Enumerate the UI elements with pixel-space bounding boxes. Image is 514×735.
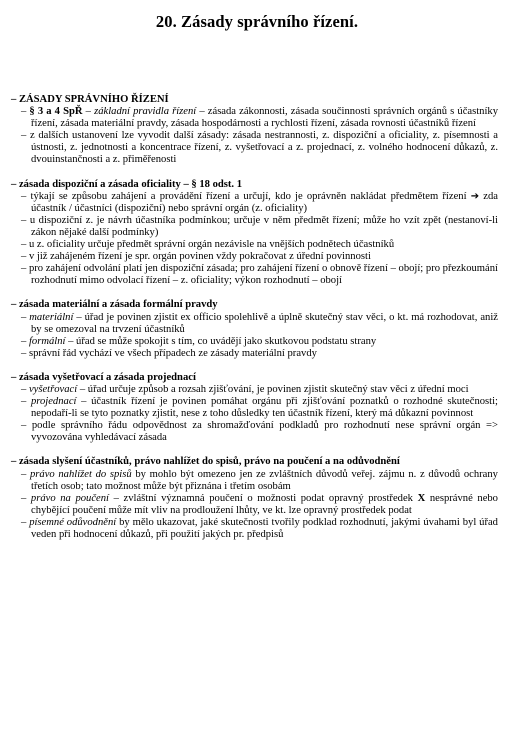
- item-text: u dispoziční z. je návrh účastníka podmínkou; určuje v něm předmět řízení; může ho vzít zpět (nestanoví-li zákon nějaké další podmínky): [29, 214, 498, 238]
- item-dash: –: [21, 492, 31, 504]
- list-item: [11, 106, 498, 130]
- item-dash: –: [21, 335, 29, 347]
- item-text: by mělo ukazovat, jaké skutečnosti tvořily podklad rozhodnutí, jakými úvahami byl úřad veden při hodnocení důkazů, při použití jakých pr. předpisů: [31, 516, 498, 540]
- section-dispozicni-oficiality: [11, 179, 498, 288]
- section-heading: – zásada dispoziční a zásada oficiality – § 18 odst. 1: [11, 178, 243, 190]
- item-text: – zásada zákonnosti, zásada součinnosti správních orgánů s účastníky řízení, zásada materiální pravdy, zásada hospodárnosti a rychlosti řízení, zásada rovnosti účastníků řízení: [31, 106, 499, 130]
- list-item: [11, 517, 498, 541]
- contrast-marker: X: [417, 492, 426, 504]
- list-item: [11, 336, 498, 348]
- list-item: [11, 384, 498, 396]
- item-text: u z. oficiality určuje předmět správní orgán nezávisle na vnějších podnětech účastníků: [28, 239, 395, 251]
- item-dash: –: [21, 106, 30, 118]
- item-term: základní pravidla řízení: [94, 106, 197, 118]
- item-dash: –: [21, 396, 31, 408]
- item-term: materiální: [29, 311, 74, 323]
- item-text: by mohlo být omezeno jen ze zvláštních důvodů veřej. zájmu n. z důvodů ochrany třetích osob; tato možnost může být přiznána i třetím osobám: [31, 468, 498, 492]
- section-heading: – zásada vyšetřovací a zásada projednací: [11, 371, 196, 383]
- item-dash: –: [21, 263, 29, 275]
- section-slyseni-ucastniku: [11, 456, 498, 541]
- item-text: správní řád vychází ve všech případech ze zásady materiální pravdy: [28, 347, 317, 359]
- list-item: [11, 263, 498, 287]
- list-item: [11, 191, 498, 215]
- item-term: formální: [28, 335, 66, 347]
- item-text: z dalších ustanovení lze vyvodit další zásady: zásada nestrannosti, z. dispoziční a oficiality, z. písemnosti a ústnosti, z. jednotnosti a koncentrace řízení, z. vyšetřovací a z. projednací, z. volného hodnocení důkazů, z. dvouinstančnosti a z. přiměřenosti: [29, 130, 499, 166]
- list-item: [11, 469, 498, 493]
- item-dash: –: [21, 130, 30, 142]
- item-dash: –: [21, 468, 30, 480]
- item-dash: –: [21, 251, 29, 263]
- section-vysetrovaci-projednaci: [11, 372, 498, 445]
- item-dash: –: [21, 190, 31, 202]
- document-body: [11, 94, 498, 541]
- section-heading: – ZÁSADY SPRÁVNÍHO ŘÍZENÍ: [11, 94, 169, 105]
- list-item: [11, 420, 498, 444]
- list-item: [11, 312, 498, 336]
- item-text: – úřad určuje způsob a rozsah zjišťování, je povinen zjistit skutečný stav věci z úřední moci: [77, 383, 469, 395]
- section-heading: – zásada materiální a zásada formální pravdy: [11, 299, 218, 311]
- item-term: právo na poučení: [30, 492, 109, 504]
- list-item: [11, 493, 498, 517]
- item-dash: –: [21, 239, 29, 251]
- item-text-continued: zda účastník / účastníci (dispoziční) nebo správní orgán (z. oficiality): [31, 190, 498, 214]
- item-separator: –: [82, 106, 95, 118]
- list-item: [11, 239, 498, 251]
- item-text: – úřad se může spokojit s tím, co uvádějí jako skutkovou podstatu strany: [65, 335, 377, 347]
- item-text: – úřad je povinen zjistit ex officio spolehlivě a úplně skutečný stav věci, o kt. má rozhodovat, aniž by se omezoval na trvzení účastníků: [31, 311, 498, 335]
- list-item: [11, 215, 498, 239]
- item-text: – zvláštní významná poučení o možnosti podat opravný prostředek: [109, 492, 418, 504]
- legal-reference: § 3 a 4 SpŘ: [29, 106, 83, 118]
- item-text: – účastník řízení je povinen pomáhat orgánu při zjišťování poznatků o rozhodné skutečnosti; nepodaří-li se tyto poznatky zjistit, nese z toho důsledky ten účastník řízení, který má důkazní povinnost: [31, 396, 498, 420]
- item-dash: –: [21, 311, 30, 323]
- arrow-right-icon: ➔: [470, 190, 480, 202]
- list-item: [11, 348, 498, 360]
- item-dash: –: [21, 214, 30, 226]
- item-term: písemné odůvodnění: [29, 516, 117, 528]
- item-text: týkají se způsobu zahájení a provádění řízení a určují, kdo je oprávněn nakládat předmětem řízení: [30, 190, 471, 202]
- item-dash: –: [21, 383, 29, 395]
- list-item: [11, 251, 498, 263]
- item-dash: –: [21, 516, 30, 528]
- item-text-continued: nesprávné nebo chybějící poučení může mít vliv na prodloužení lhůty, ve kt. lze opravný prostředek podat: [31, 492, 498, 516]
- item-dash: –: [21, 347, 29, 359]
- item-term: právo nahlížet do spisů: [29, 468, 132, 480]
- list-item: [11, 396, 498, 420]
- list-item: [11, 130, 498, 166]
- page-title: 20. Zásady správního řízení.: [155, 12, 359, 31]
- item-term: vyšetřovací: [28, 383, 78, 395]
- item-text: pro zahájení odvolání platí jen dispoziční zásada; pro zahájení řízení o obnově řízení – obojí; pro přezkoumání rozhodnutí mimo odvolací řízení – z. oficiality; výkon rozhodnutí – obojí: [28, 263, 498, 287]
- item-text: podle správního řádu odpovědnost za shromažďování podkladů pro rozhodnutí nese správní orgán => vyvozována vyhledávací zásada: [31, 420, 498, 444]
- section-heading: – zásada slyšení účastníků, právo nahlížet do spisů, právo na poučení a na odůvodnění: [11, 456, 400, 468]
- item-text: v již zahájeném řízení je spr. orgán povinen vždy pokračovat z úřední povinnosti: [28, 251, 371, 263]
- section-zasady: [11, 94, 498, 167]
- item-term: projednací: [30, 396, 77, 408]
- section-materialni-formalni: [11, 299, 498, 359]
- item-dash: –: [21, 420, 32, 432]
